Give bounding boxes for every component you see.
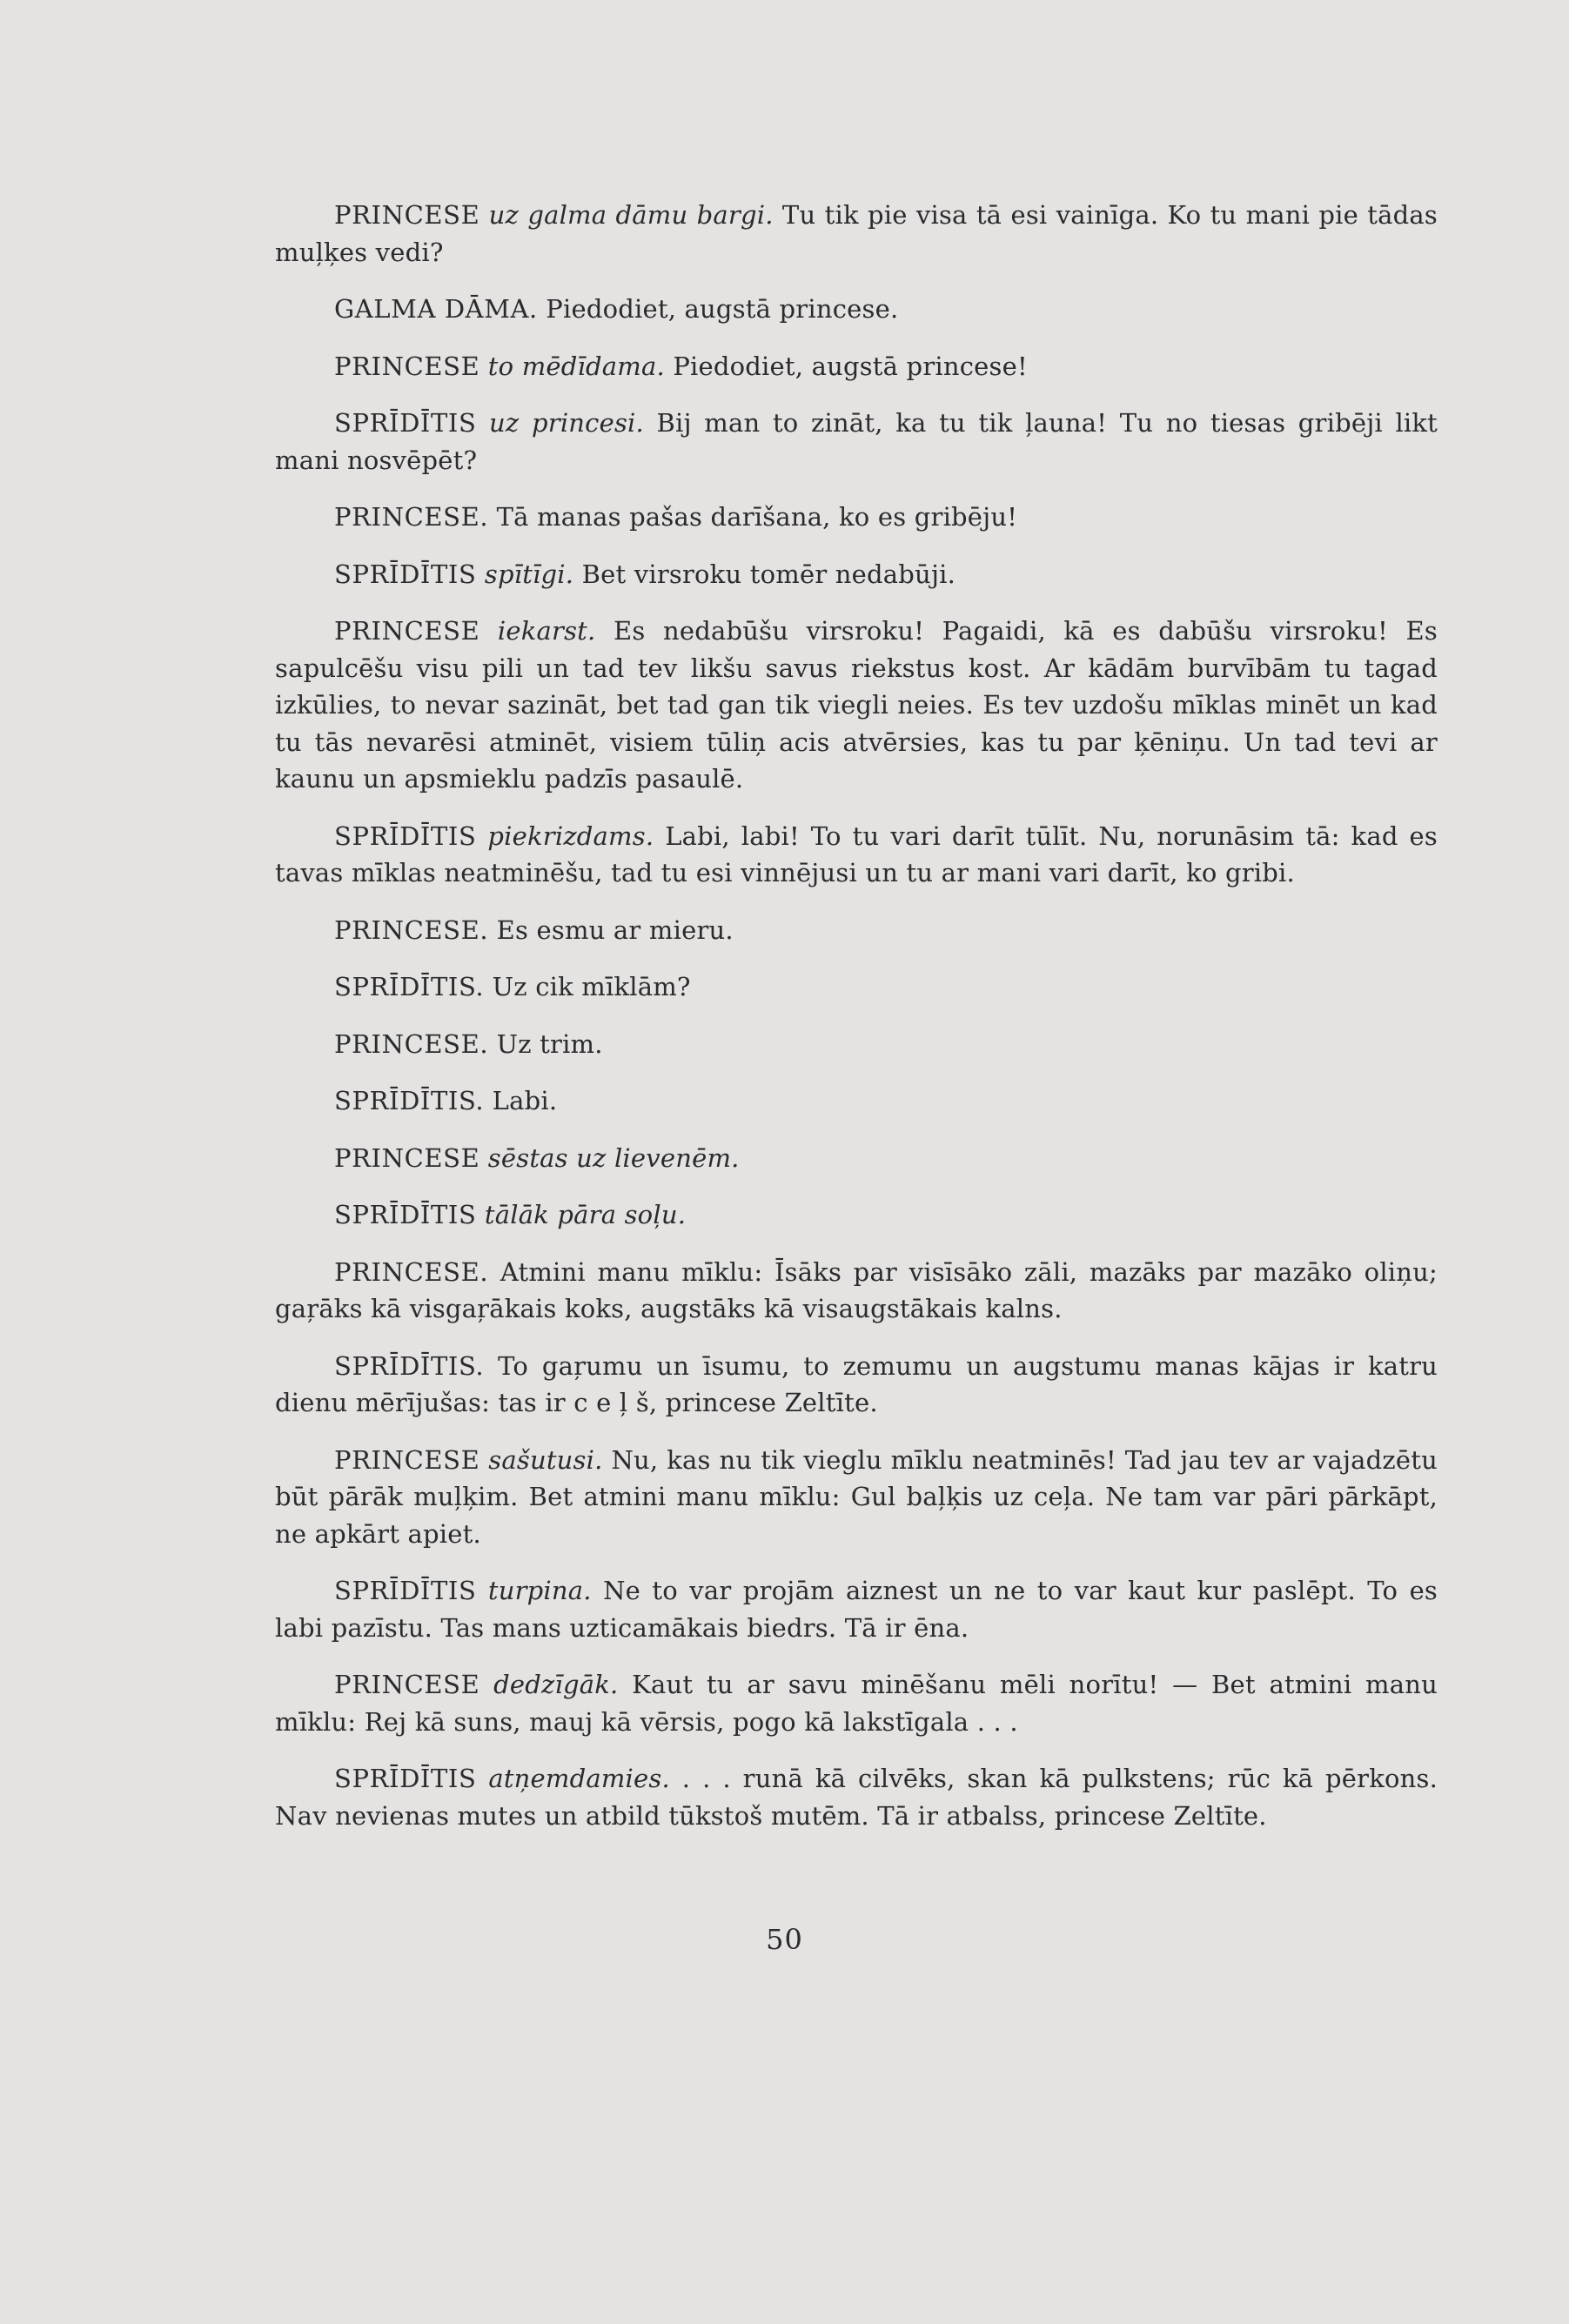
dialogue-text: Uz cik mīklām? — [492, 972, 691, 1001]
stage-direction: piekrizdams. — [487, 820, 654, 851]
speaker-name: PRINCESE — [334, 200, 480, 230]
dialogue-text: Bij man to zināt, ka tu tik ļauna! Tu no tiesas gribēji likt mani nosvēpēt? — [275, 408, 1438, 475]
dialogue-text: . . . runā kā cilvēks, skan kā pulkstens; rūc kā pērkons. Nav nevienas mutes un atbild tūkstoš mutēm. Tā ir atbalss, princese Zeltīte. — [275, 1764, 1438, 1831]
dialogue-paragraph — [275, 1140, 1438, 1177]
dialogue-paragraph — [275, 348, 1438, 385]
speaker-name: PRINCESE. — [334, 502, 489, 532]
dialogue-text: Bet virsroku tomēr nedabūji. — [581, 559, 956, 589]
page-number: 50 — [766, 1923, 803, 1956]
dialogue-paragraph — [275, 1026, 1438, 1063]
dialogue-paragraph — [275, 968, 1438, 1006]
dialogue-paragraph — [275, 291, 1438, 328]
stage-direction: sašutusi. — [488, 1444, 603, 1475]
speaker-name: PRINCESE — [334, 616, 480, 646]
stage-direction: dedzīgāk. — [493, 1670, 619, 1699]
speaker-name: SPRĪDĪTIS — [334, 820, 477, 851]
speaker-name: SPRĪDĪTIS. — [334, 1350, 485, 1381]
dialogue-text: Piedodiet, augstā princese. — [546, 294, 899, 324]
speaker-name: SPRĪDĪTIS — [334, 1200, 477, 1229]
dialogue-paragraph — [275, 1196, 1438, 1234]
speaker-name: PRINCESE — [334, 1142, 480, 1173]
dialogue-paragraph — [275, 197, 1438, 271]
dialogue-paragraph — [275, 1348, 1438, 1422]
dialogue-text: Uz trim. — [496, 1028, 603, 1059]
dialogue-paragraph — [275, 556, 1438, 593]
dialogue-paragraph — [275, 912, 1438, 949]
speaker-name: PRINCESE. — [334, 914, 489, 945]
speaker-name: PRINCESE. — [334, 1256, 489, 1287]
speaker-name: PRINCESE — [334, 351, 480, 381]
dialogue-text: To gaŗumu un īsumu, to zemumu un augstumu manas kājas ir katru dienu mērījušas: tas ir c e ļ š, princese Zeltīte. — [275, 1350, 1438, 1417]
dialogue-text: Piedodiet, augstā princese! — [673, 351, 1028, 381]
speaker-name: SPRĪDĪTIS — [334, 1576, 477, 1605]
stage-direction: atņemdamies. — [488, 1764, 670, 1793]
speaker-name: SPRĪDĪTIS — [334, 559, 477, 589]
dialogue-paragraph — [275, 405, 1438, 479]
dialogue-paragraph — [275, 1666, 1438, 1740]
dialogue-text: Ne to var projām aiznest un ne to var kaut kur paslēpt. To es labi pazīstu. Tas mans uzticamākais biedrs. Tā ir ēna. — [275, 1576, 1438, 1643]
speaker-name: GALMA DĀMA. — [334, 294, 538, 324]
stage-direction: to mēdīdama. — [487, 351, 665, 381]
dialogue-text: Es esmu ar mieru. — [496, 914, 734, 945]
stage-direction: tālāk pāra soļu. — [484, 1200, 687, 1229]
speaker-name: PRINCESE — [334, 1444, 480, 1475]
stage-direction: spītīgi. — [484, 559, 574, 589]
stage-direction: iekarst. — [497, 616, 596, 646]
dialogue-paragraph — [275, 1082, 1438, 1120]
dialogue-text: Kaut tu ar savu minēšanu mēli norītu! — Bet atmini manu mīklu: Rej kā suns, mauj kā vērsis, pogo kā lakstīgala . . . — [275, 1670, 1438, 1737]
dialogue-text: Tu tik pie visa tā esi vainīga. Ko tu mani pie tādas muļķes vedi? — [275, 200, 1438, 267]
speaker-name: PRINCESE. — [334, 1028, 489, 1059]
dialogue-text: Labi, labi! To tu vari darīt tūlīt. Nu, norunāsim tā: kad es tavas mīklas neatminēšu, tad tu esi vinnējusi un tu ar mani vari darīt, ko gribi. — [275, 820, 1438, 887]
dialogue-paragraph — [275, 818, 1438, 892]
stage-direction: sēstas uz lievenēm. — [487, 1142, 740, 1173]
speaker-name: SPRĪDĪTIS — [334, 408, 477, 438]
dialogue-text: Atmini manu mīklu: Īsāks par visīsāko zāli, mazāks par mazāko oliņu; gaŗāks kā visgaŗākais koks, augstāks kā visaugstākais kalns. — [275, 1256, 1438, 1323]
speaker-name: SPRĪDĪTIS. — [334, 972, 485, 1001]
speaker-name: PRINCESE — [334, 1670, 480, 1699]
dialogue-text: Nu, kas nu tik vieglu mīklu neatminēs! Tad jau tev ar vajadzētu būt pārāk muļķim. Bet atmini manu mīklu: Gul baļķis uz ceļa. Ne tam var pāri pārkāpt, ne apkārt apiet. — [275, 1444, 1438, 1549]
dialogue-paragraph — [275, 1760, 1438, 1834]
speaker-name: SPRĪDĪTIS — [334, 1764, 477, 1793]
dialogue-paragraph — [275, 1442, 1438, 1553]
stage-direction: uz princesi. — [489, 408, 644, 438]
dialogue-text: Labi. — [492, 1086, 558, 1115]
dialogue-paragraph — [275, 499, 1438, 536]
dialogue-paragraph — [275, 1572, 1438, 1646]
play-text — [275, 197, 1438, 1854]
dialogue-paragraph — [275, 1254, 1438, 1328]
speaker-name: SPRĪDĪTIS. — [334, 1086, 485, 1115]
stage-direction: uz galma dāmu bargi. — [488, 200, 774, 230]
dialogue-text: Tā manas pašas darīšana, ko es gribēju! — [496, 502, 1018, 532]
dialogue-text: Es nedabūšu virsroku! Pagaidi, kā es dabūšu virsroku! Es sapulcēšu visu pili un tad tev likšu savus riekstus kost. Ar kādām burvībām tu tagad izkūlies, to nevar sazināt, bet tad gan tik viegli neies. Es tev uzdošu mīklas minēt un kad tu tās nevarēsi atminēt, visiem tūliņ acis atvērsies, kas tu par ķēniņu. Un tad tevi ar kaunu un apsmieklu padzīs pasaulē. — [275, 616, 1438, 794]
stage-direction: turpina. — [487, 1576, 592, 1605]
dialogue-paragraph — [275, 613, 1438, 798]
